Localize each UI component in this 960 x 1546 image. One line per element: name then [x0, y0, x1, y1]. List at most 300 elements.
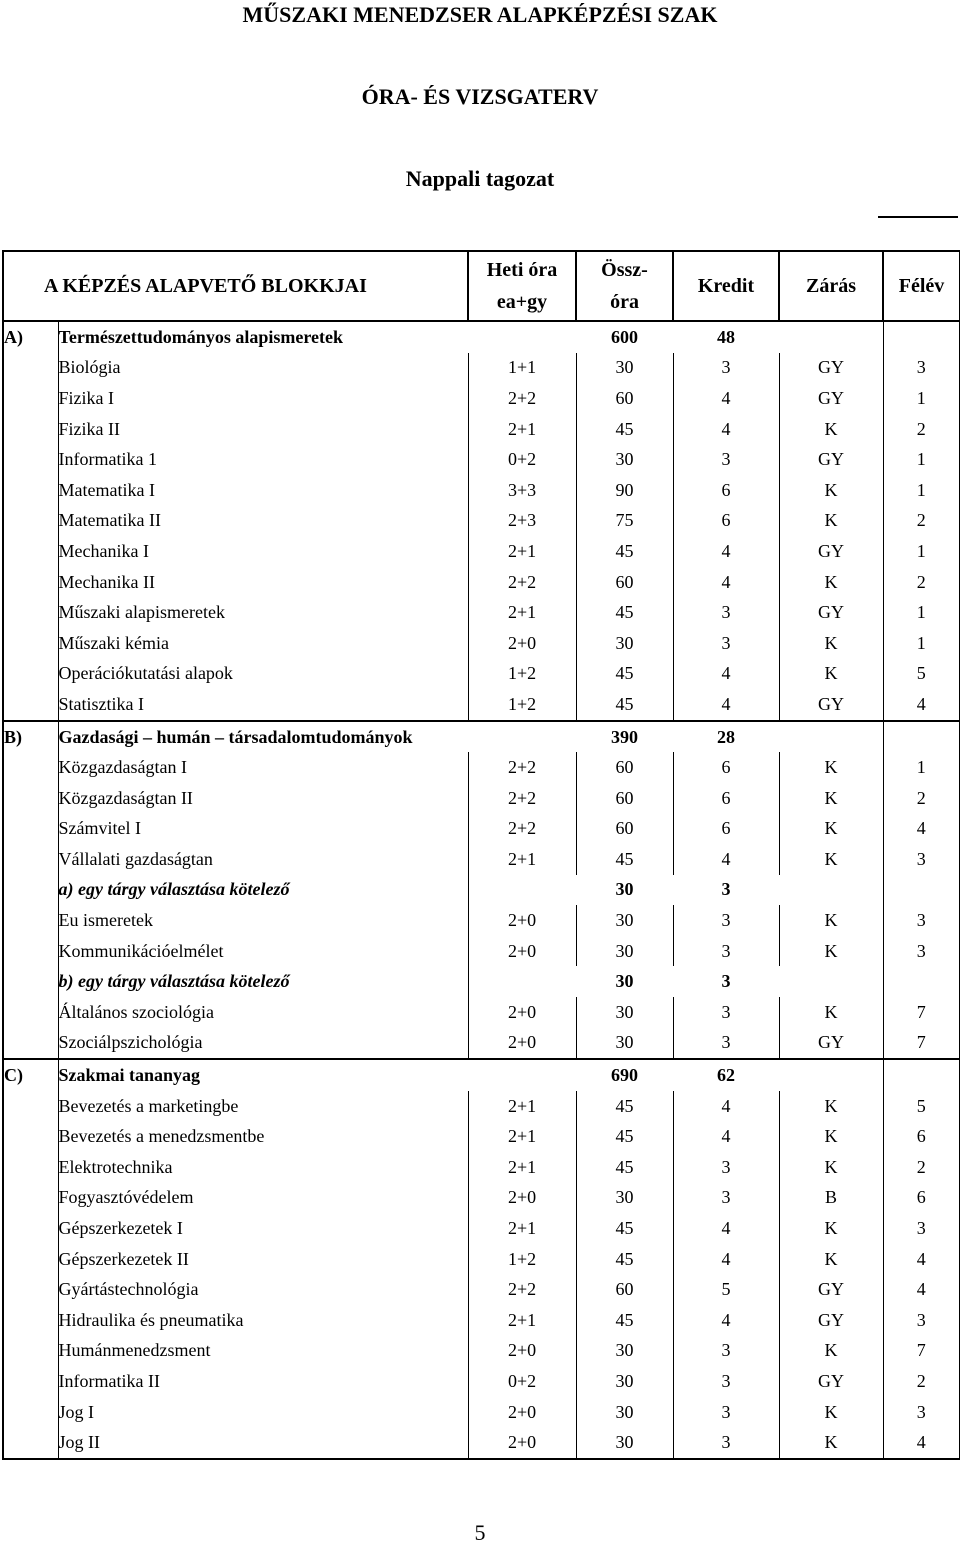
header-weekly-line1: Heti óra [486, 259, 558, 281]
course-semester: 4 [883, 1427, 960, 1459]
course-weekly: 2+0 [468, 628, 576, 659]
course-credit: 6 [673, 814, 779, 845]
course-semester: 3 [883, 1305, 960, 1336]
section-exam [779, 321, 883, 353]
table-row [3, 1213, 960, 1244]
page-number: 5 [474, 1520, 486, 1545]
table-row [3, 1244, 960, 1275]
course-credit: 6 [673, 506, 779, 537]
course-total: 45 [576, 1121, 673, 1152]
section-letter: C) [3, 1059, 58, 1091]
header-total-line1: Össz- [601, 259, 648, 281]
course-total: 30 [576, 628, 673, 659]
table-row [3, 752, 960, 783]
course-name: Eu ismeretek [58, 905, 468, 936]
course-credit: 3 [673, 353, 779, 384]
course-credit: 6 [673, 752, 779, 783]
course-credit: 3 [673, 1336, 779, 1367]
course-total: 45 [576, 597, 673, 628]
course-total: 60 [576, 383, 673, 414]
course-credit: 4 [673, 567, 779, 598]
course-credit: 3 [673, 1028, 779, 1060]
row-indent [3, 1152, 58, 1183]
course-weekly: 2+0 [468, 936, 576, 967]
section-semester [883, 321, 960, 353]
course-exam: K [779, 1152, 883, 1183]
course-semester: 1 [883, 536, 960, 567]
course-weekly: 1+2 [468, 659, 576, 690]
table-row [3, 1305, 960, 1336]
course-weekly: 2+3 [468, 506, 576, 537]
course-weekly: 2+0 [468, 1427, 576, 1459]
row-indent [3, 383, 58, 414]
course-credit: 3 [673, 997, 779, 1028]
course-exam: K [779, 1397, 883, 1428]
course-total: 45 [576, 1244, 673, 1275]
table-row [3, 659, 960, 690]
course-exam: K [779, 659, 883, 690]
course-semester: 3 [883, 936, 960, 967]
section-row [3, 1059, 960, 1091]
course-semester: 3 [883, 1397, 960, 1428]
course-name: Közgazdaságtan I [58, 752, 468, 783]
course-name: Biológia [58, 353, 468, 384]
course-total: 60 [576, 783, 673, 814]
course-name: Fizika I [58, 383, 468, 414]
course-total: 30 [576, 997, 673, 1028]
course-semester: 4 [883, 689, 960, 721]
course-name: Vállalati gazdaságtan [58, 844, 468, 875]
row-indent [3, 506, 58, 537]
section-semester [883, 1059, 960, 1091]
course-semester: 7 [883, 1336, 960, 1367]
header-weekly [468, 251, 576, 321]
section-credit: 28 [673, 721, 779, 753]
course-semester: 1 [883, 752, 960, 783]
course-credit: 3 [673, 444, 779, 475]
row-indent [3, 353, 58, 384]
course-exam: GY [779, 689, 883, 721]
course-semester: 2 [883, 567, 960, 598]
course-credit: 4 [673, 1091, 779, 1122]
section-row [3, 721, 960, 753]
course-exam: K [779, 1427, 883, 1459]
subheading-label: b) egy tárgy választása kötelező [58, 966, 468, 997]
course-name: Humánmenedzsment [58, 1336, 468, 1367]
course-semester: 4 [883, 1244, 960, 1275]
course-semester: 4 [883, 814, 960, 845]
course-weekly: 0+2 [468, 444, 576, 475]
course-semester: 5 [883, 1091, 960, 1122]
header-credit: Kredit [673, 251, 779, 321]
course-exam: GY [779, 597, 883, 628]
section-weekly [468, 321, 576, 353]
course-semester: 2 [883, 414, 960, 445]
table-row [3, 1183, 960, 1214]
course-total: 45 [576, 414, 673, 445]
course-total: 60 [576, 752, 673, 783]
course-total: 30 [576, 1336, 673, 1367]
header-total-line2: óra [610, 291, 639, 313]
row-indent [3, 844, 58, 875]
course-semester: 2 [883, 506, 960, 537]
course-exam: GY [779, 1366, 883, 1397]
course-name: Operációkutatási alapok [58, 659, 468, 690]
course-name: Jog II [58, 1427, 468, 1459]
course-credit: 3 [673, 1427, 779, 1459]
row-indent [3, 814, 58, 845]
course-total: 45 [576, 659, 673, 690]
course-weekly: 2+1 [468, 1091, 576, 1122]
course-name: Mechanika II [58, 567, 468, 598]
course-weekly: 2+2 [468, 1274, 576, 1305]
course-name: Szociálpszichológia [58, 1028, 468, 1060]
course-credit: 4 [673, 1305, 779, 1336]
course-credit: 3 [673, 936, 779, 967]
table-row [3, 1028, 960, 1060]
table-row [3, 1091, 960, 1122]
course-weekly: 2+1 [468, 1305, 576, 1336]
course-total: 30 [576, 1366, 673, 1397]
course-weekly: 1+1 [468, 353, 576, 384]
table-row [3, 475, 960, 506]
course-semester: 2 [883, 1152, 960, 1183]
course-total: 45 [576, 1213, 673, 1244]
course-exam: K [779, 997, 883, 1028]
course-semester: 6 [883, 1183, 960, 1214]
course-name: Műszaki kémia [58, 628, 468, 659]
course-exam: K [779, 1336, 883, 1367]
course-weekly: 2+0 [468, 905, 576, 936]
course-exam: GY [779, 1028, 883, 1060]
row-indent [3, 905, 58, 936]
course-total: 60 [576, 814, 673, 845]
course-credit: 4 [673, 659, 779, 690]
course-exam: GY [779, 536, 883, 567]
table-row [3, 1121, 960, 1152]
header-semester: Félév [883, 251, 960, 321]
course-credit: 3 [673, 905, 779, 936]
row-indent [3, 783, 58, 814]
course-total: 75 [576, 506, 673, 537]
table-row [3, 814, 960, 845]
course-exam: GY [779, 353, 883, 384]
course-weekly: 2+0 [468, 997, 576, 1028]
course-exam: GY [779, 444, 883, 475]
course-exam: K [779, 628, 883, 659]
course-weekly: 2+2 [468, 752, 576, 783]
course-credit: 3 [673, 1152, 779, 1183]
course-weekly: 2+0 [468, 1183, 576, 1214]
row-indent [3, 1397, 58, 1428]
course-weekly: 2+1 [468, 844, 576, 875]
course-exam: K [779, 814, 883, 845]
course-exam: B [779, 1183, 883, 1214]
course-exam [779, 875, 883, 906]
course-total: 30 [615, 879, 634, 900]
course-total: 30 [576, 353, 673, 384]
row-indent [3, 1091, 58, 1122]
row-indent [3, 475, 58, 506]
row-indent [3, 597, 58, 628]
row-indent [3, 966, 58, 997]
section-total: 600 [611, 326, 639, 347]
row-indent [3, 752, 58, 783]
course-credit: 3 [721, 879, 731, 900]
table-row [3, 1274, 960, 1305]
row-indent [3, 536, 58, 567]
course-name: Gyártástechnológia [58, 1274, 468, 1305]
row-indent [3, 689, 58, 721]
course-name: Informatika II [58, 1366, 468, 1397]
course-weekly: 1+2 [468, 1244, 576, 1275]
course-total: 30 [576, 1427, 673, 1459]
row-indent [3, 1305, 58, 1336]
course-exam: GY [779, 383, 883, 414]
course-name: Bevezetés a menedzsmentbe [58, 1121, 468, 1152]
course-weekly: 2+1 [468, 1152, 576, 1183]
table-row [3, 783, 960, 814]
row-indent [3, 875, 58, 906]
course-total: 45 [576, 844, 673, 875]
course-weekly: 2+0 [468, 1397, 576, 1428]
row-indent [3, 567, 58, 598]
course-weekly: 2+0 [468, 1028, 576, 1060]
course-weekly [468, 966, 576, 997]
header-total [576, 251, 673, 321]
row-indent [3, 659, 58, 690]
section-letter: B) [3, 721, 58, 753]
course-name: Fogyasztóvédelem [58, 1183, 468, 1214]
course-credit: 4 [673, 1121, 779, 1152]
course-semester [883, 875, 960, 906]
course-total: 45 [576, 1152, 673, 1183]
course-weekly: 0+2 [468, 1366, 576, 1397]
corner-rule [878, 216, 958, 218]
table-row [3, 353, 960, 384]
course-weekly: 2+0 [468, 1336, 576, 1367]
table-row [3, 997, 960, 1028]
section-row [3, 321, 960, 353]
table-row [3, 597, 960, 628]
table-row [3, 536, 960, 567]
course-semester: 1 [883, 475, 960, 506]
row-indent [3, 1336, 58, 1367]
course-total: 45 [576, 536, 673, 567]
section-title: Gazdasági – humán – társadalomtudományok [58, 721, 468, 753]
course-name: Műszaki alapismeretek [58, 597, 468, 628]
course-exam: K [779, 1244, 883, 1275]
course-total: 60 [576, 567, 673, 598]
table-row [3, 628, 960, 659]
course-semester: 3 [883, 844, 960, 875]
course-name: Statisztika I [58, 689, 468, 721]
course-semester: 3 [883, 353, 960, 384]
row-indent [3, 1028, 58, 1060]
course-total: 45 [576, 689, 673, 721]
table-row [3, 689, 960, 721]
header-exam: Zárás [779, 251, 883, 321]
course-semester: 1 [883, 628, 960, 659]
course-exam: K [779, 475, 883, 506]
section-credit: 62 [673, 1059, 779, 1091]
course-semester [883, 966, 960, 997]
course-weekly: 2+1 [468, 1121, 576, 1152]
row-indent [3, 1274, 58, 1305]
course-semester: 2 [883, 783, 960, 814]
course-exam: K [779, 506, 883, 537]
course-weekly: 2+2 [468, 814, 576, 845]
section-credit: 48 [717, 326, 736, 347]
row-indent [3, 1213, 58, 1244]
section-semester [883, 721, 960, 753]
section-exam [779, 1059, 883, 1091]
course-credit: 4 [673, 1213, 779, 1244]
course-exam: K [779, 783, 883, 814]
course-exam: K [779, 1091, 883, 1122]
section-total: 390 [576, 721, 673, 753]
document-title: MŰSZAKI MENEDZSER ALAPKÉPZÉSI SZAK [242, 2, 718, 27]
course-exam: K [779, 567, 883, 598]
course-credit: 3 [673, 1366, 779, 1397]
course-credit: 4 [673, 844, 779, 875]
course-exam: GY [779, 1274, 883, 1305]
row-indent [3, 1366, 58, 1397]
course-credit: 3 [673, 1183, 779, 1214]
course-credit: 3 [673, 628, 779, 659]
row-indent [3, 1427, 58, 1459]
header-weekly-line2: ea+gy [496, 291, 548, 313]
course-weekly: 2+1 [468, 536, 576, 567]
course-name: Közgazdaságtan II [58, 783, 468, 814]
table-header [3, 251, 960, 321]
course-exam: K [779, 1213, 883, 1244]
course-credit: 3 [721, 971, 731, 992]
course-credit: 3 [673, 597, 779, 628]
course-weekly [468, 875, 576, 906]
course-total: 30 [576, 1397, 673, 1428]
row-indent [3, 628, 58, 659]
course-total: 30 [576, 936, 673, 967]
row-indent [3, 414, 58, 445]
course-credit: 6 [673, 475, 779, 506]
course-total: 30 [576, 1028, 673, 1060]
course-total: 45 [576, 1305, 673, 1336]
course-exam: K [779, 752, 883, 783]
course-semester: 3 [883, 1213, 960, 1244]
row-indent [3, 1244, 58, 1275]
row-indent [3, 444, 58, 475]
course-name: Matematika I [58, 475, 468, 506]
course-credit: 5 [673, 1274, 779, 1305]
course-name: Számvitel I [58, 814, 468, 845]
course-total: 60 [576, 1274, 673, 1305]
section-weekly [468, 1059, 576, 1091]
course-total: 30 [576, 1183, 673, 1214]
course-name: Hidraulika és pneumatika [58, 1305, 468, 1336]
row-indent [3, 1121, 58, 1152]
table-row [3, 444, 960, 475]
section-total: 690 [576, 1059, 673, 1091]
table-row [3, 1152, 960, 1183]
course-semester: 3 [883, 905, 960, 936]
course-exam: K [779, 905, 883, 936]
table-row [3, 844, 960, 875]
table-row [3, 1336, 960, 1367]
course-name: Gépszerkezetek II [58, 1244, 468, 1275]
course-semester: 5 [883, 659, 960, 690]
course-total: 90 [576, 475, 673, 506]
course-exam: K [779, 844, 883, 875]
course-name: Gépszerkezetek I [58, 1213, 468, 1244]
course-semester: 6 [883, 1121, 960, 1152]
row-indent [3, 936, 58, 967]
table-row [3, 414, 960, 445]
subheading-label: a) egy tárgy választása kötelező [58, 875, 468, 906]
course-credit: 4 [673, 689, 779, 721]
table-row [3, 567, 960, 598]
course-weekly: 2+1 [468, 1213, 576, 1244]
course-name: Általános szociológia [58, 997, 468, 1028]
course-total: 30 [576, 905, 673, 936]
curriculum-table [2, 250, 960, 1460]
course-name: Fizika II [58, 414, 468, 445]
table-row [3, 506, 960, 537]
table-row [3, 1397, 960, 1428]
course-credit: 3 [673, 1397, 779, 1428]
subheading-row [3, 875, 960, 906]
course-exam: K [779, 1121, 883, 1152]
course-name: Mechanika I [58, 536, 468, 567]
course-name: Matematika II [58, 506, 468, 537]
section-letter: A) [3, 321, 58, 353]
row-indent [3, 1183, 58, 1214]
course-name: Jog I [58, 1397, 468, 1428]
course-semester: 4 [883, 1274, 960, 1305]
course-weekly: 2+2 [468, 783, 576, 814]
course-semester: 7 [883, 997, 960, 1028]
course-exam: K [779, 936, 883, 967]
course-credit: 4 [673, 536, 779, 567]
course-exam: K [779, 414, 883, 445]
table-row [3, 1366, 960, 1397]
section-exam [779, 721, 883, 753]
course-semester: 7 [883, 1028, 960, 1060]
course-name: Bevezetés a marketingbe [58, 1091, 468, 1122]
section-weekly [468, 721, 576, 753]
course-weekly: 1+2 [468, 689, 576, 721]
course-credit: 4 [673, 414, 779, 445]
course-credit: 4 [673, 383, 779, 414]
course-weekly: 3+3 [468, 475, 576, 506]
course-weekly: 2+2 [468, 567, 576, 598]
table-row [3, 905, 960, 936]
course-total: 45 [576, 1091, 673, 1122]
course-total: 30 [615, 971, 634, 992]
course-total: 30 [576, 444, 673, 475]
course-weekly: 2+1 [468, 414, 576, 445]
course-credit: 4 [673, 1244, 779, 1275]
course-semester: 1 [883, 597, 960, 628]
program-type: Nappali tagozat [405, 166, 555, 191]
table-row [3, 383, 960, 414]
table-row [3, 1427, 960, 1459]
course-exam: GY [779, 1305, 883, 1336]
course-weekly: 2+1 [468, 597, 576, 628]
course-semester: 2 [883, 1366, 960, 1397]
section-title: Szakmai tananyag [58, 1059, 468, 1091]
course-semester: 1 [883, 383, 960, 414]
